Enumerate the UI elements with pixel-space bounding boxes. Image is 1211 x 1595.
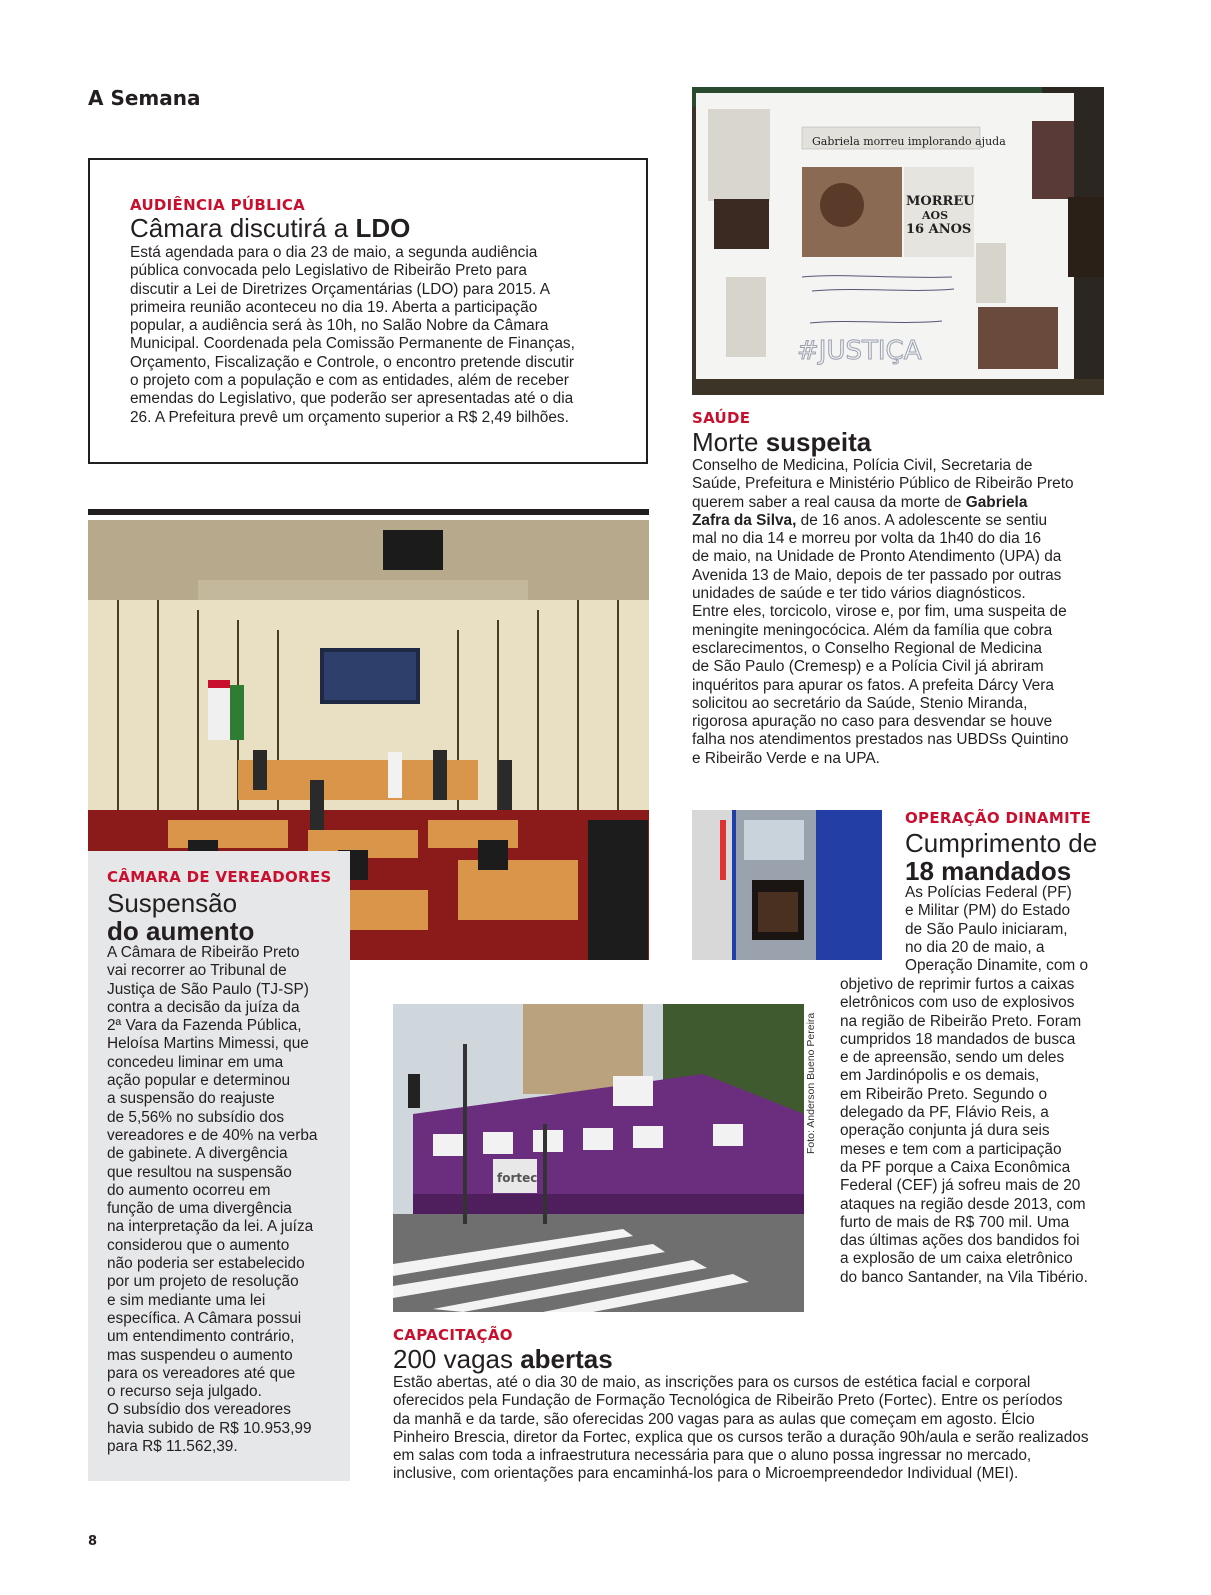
capacitacao-headline-bold: abertas xyxy=(520,1344,613,1374)
camara-line: por um projeto de resolução xyxy=(107,1273,299,1291)
saude-line xyxy=(692,512,1112,530)
camara-line: que resultou na suspensão xyxy=(107,1163,292,1181)
camara-headline xyxy=(107,889,254,945)
operacao-line: operação conjunta já dura seis xyxy=(840,1122,1050,1140)
saude-line: falha nos atendimentos prestados nas UBDSs Quintino xyxy=(692,731,1069,749)
camara-line: de 5,56% no subsídio dos xyxy=(107,1108,285,1126)
ldo-line: o projeto com a população e com as entidades, além de receber xyxy=(130,372,569,390)
saude-line-text: querem saber a real causa da morte de xyxy=(692,493,962,511)
camara-line: Justiça de São Paulo (TJ-SP) xyxy=(107,980,309,998)
capacitacao-headline-light: 200 vagas xyxy=(393,1344,513,1374)
ldo-headline xyxy=(130,215,410,242)
camara-line: considerou que o aumento xyxy=(107,1236,290,1254)
capacitacao-body xyxy=(393,1374,1193,1484)
camara-line: do aumento ocorreu em xyxy=(107,1181,271,1199)
ldo-line: Municipal. Coordenada pela Comissão Permanente de Finanças, xyxy=(130,335,575,353)
ldo-line: Está agendada para o dia 23 de maio, a segunda audiência xyxy=(130,244,538,261)
camara-line: havia subido de R$ 10.953,99 xyxy=(107,1419,312,1437)
ldo-body xyxy=(130,244,630,427)
capacitacao-line: da manhã e da tarde, são oferecidas 200 vagas para as aulas que começam em agosto. Élcio xyxy=(393,1410,1035,1428)
camara-line: A Câmara de Ribeirão Preto xyxy=(107,944,300,961)
operacao-body-wide xyxy=(840,976,1112,1287)
saude-line: mal no dia 14 e morreu por volta da 1h40 do dia 16 xyxy=(692,530,1042,548)
camara-line: contra a decisão da juíza da xyxy=(107,998,300,1016)
ldo-headline-light: Câmara discutirá a xyxy=(130,213,349,243)
saude-line: de São Paulo (Cremesp) e a Polícia Civil já abriram xyxy=(692,658,1044,676)
camara-line: específica. A Câmara possui xyxy=(107,1309,302,1327)
operacao-line: e de apreensão, sendo um deles xyxy=(840,1049,1065,1067)
capacitacao-line: em salas com toda a infraestrutura necessária para que o aluno possa ingressar no mercado, xyxy=(393,1447,1032,1465)
ldo-line: popular, a audiência será às 10h, no Salão Nobre da Câmara xyxy=(130,317,549,335)
ldo-line: 26. A Prefeitura prevê um orçamento superior a R$ 2,49 bilhões. xyxy=(130,408,569,426)
hashtag-text: #JUSTIÇA xyxy=(797,336,922,366)
ldo-headline-bold: LDO xyxy=(355,213,411,243)
operacao-line: em Ribeirão Preto. Segundo o xyxy=(840,1085,1048,1103)
saude-line: e Ribeirão Verde e na UPA. xyxy=(692,749,880,767)
saude-headline-bold: suspeita xyxy=(765,427,872,457)
camara-line: vai recorrer ao Tribunal de xyxy=(107,962,287,980)
capacitacao-line: oferecidos pela Fundação de Formação Tecnológica de Ribeirão Preto (Fortec). Entre os períodos xyxy=(393,1392,1063,1410)
camara-headline-bold: do aumento xyxy=(107,916,255,946)
camara-line: concedeu liminar em uma xyxy=(107,1053,284,1071)
operacao-line: furto de mais de R$ 700 mil. Uma xyxy=(840,1213,1070,1231)
saude-bold-name-1: Gabriela xyxy=(965,493,1028,511)
camara-kicker: CÂMARA DE VEREADORES xyxy=(107,868,332,886)
operacao-line: Operação Dinamite, com o xyxy=(905,957,1089,975)
operacao-line: As Polícias Federal (PF) xyxy=(905,884,1072,901)
operacao-line: cumpridos 18 mandados de busca xyxy=(840,1030,1076,1048)
operacao-headline-bold: 18 mandados xyxy=(905,856,1072,886)
camara-line: para os vereadores até que xyxy=(107,1364,296,1382)
capacitacao-line: Estão abertas, até o dia 30 de maio, as inscrições para os cursos de estética facial e corporal xyxy=(393,1374,1031,1391)
saude-line xyxy=(692,494,1112,512)
saude-line: Saúde, Prefeitura e Ministério Público de Ribeirão Preto xyxy=(692,475,1074,493)
ldo-line: pública convocada pelo Legislativo de Ribeirão Preto para xyxy=(130,262,527,280)
saude-line: esclarecimentos, o Conselho Regional de Medicina xyxy=(692,639,1042,657)
saude-line: Conselho de Medicina, Polícia Civil, Secretaria de xyxy=(692,457,1033,474)
operacao-line: na região de Ribeirão Preto. Foram xyxy=(840,1012,1082,1030)
clip-headline-text: Gabriela morreu implorando ajuda xyxy=(812,135,1006,148)
saude-line: Entre eles, torcicolo, virose e, por fim, uma suspeita de xyxy=(692,603,1067,621)
clip-big-text-3: 16 ANOS xyxy=(906,222,972,237)
saude-line: de maio, na Unidade de Pronto Atendimento (UPA) da xyxy=(692,548,1062,566)
camara-line: não poderia ser estabelecido xyxy=(107,1255,305,1273)
ldo-line: primeira reunião aconteceu no dia 19. Aberta a participação xyxy=(130,298,538,316)
saude-headline-light: Morte xyxy=(692,427,759,457)
saude-line-text: de 16 anos. A adolescente se sentiu xyxy=(796,511,1048,529)
saude-kicker: SAÚDE xyxy=(692,409,751,427)
operacao-body-narrow xyxy=(905,884,1115,975)
camara-line: na interpretação da lei. A juíza xyxy=(107,1218,314,1236)
operacao-line: da PF porque a Caixa Econômica xyxy=(840,1158,1071,1176)
operacao-line: meses e tem com a participação xyxy=(840,1140,1062,1158)
section-title: A Semana xyxy=(88,86,201,110)
fortec-sign-text: fortec xyxy=(497,1171,538,1185)
saude-line: meningite meningocócica. Além da família que cobra xyxy=(692,621,1053,639)
ldo-line: emendas do Legislativo, que poderão ser apresentadas até o dia xyxy=(130,390,574,408)
capacitacao-line: inclusive, com orientações para encaminhá-los para o Microempreendedor Individual (MEI). xyxy=(393,1465,1019,1483)
operacao-line: e Militar (PM) do Estado xyxy=(905,902,1071,920)
camara-headline-light: Suspensão xyxy=(107,888,238,918)
saude-line: unidades de saúde e ter tido vários diagnósticos. xyxy=(692,585,1026,603)
protest-poster-photo xyxy=(692,87,1104,395)
photo-credit: Foto: Anderson Bueno Pereira xyxy=(805,1012,817,1154)
atm-photo xyxy=(692,810,882,960)
capacitacao-line: Pinheiro Brescia, diretor da Fortec, explica que os cursos terão a duração 90h/aula e serão realizados xyxy=(393,1428,1089,1446)
capacitacao-headline xyxy=(393,1346,613,1373)
page-number: 8 xyxy=(88,1534,98,1549)
ldo-line: discutir a Lei de Diretrizes Orçamentárias (LDO) para 2015. A xyxy=(130,280,550,298)
operacao-line: das últimas ações dos bandidos foi xyxy=(840,1232,1080,1250)
saude-headline xyxy=(692,429,871,456)
camara-line: mas suspendeu o aumento xyxy=(107,1346,293,1364)
operacao-line: objetivo de reprimir furtos a caixas xyxy=(840,976,1075,993)
saude-line: solicitou ao secretário da Saúde, Stenio Miranda, xyxy=(692,694,1028,712)
camara-line: a suspensão do reajuste xyxy=(107,1090,275,1108)
camara-line: Heloísa Martins Mimessi, que xyxy=(107,1035,309,1053)
ldo-line: Orçamento, Fiscalização e Controle, o encontro pretende discutir xyxy=(130,353,574,371)
saude-body xyxy=(692,457,1112,768)
camara-line: e sim mediante uma lei xyxy=(107,1291,266,1309)
operacao-line: eletrônicos com uso de explosivos xyxy=(840,994,1075,1012)
clip-big-text-2: AOS xyxy=(922,209,949,222)
operacao-headline xyxy=(905,829,1097,885)
operacao-line: do banco Santander, na Vila Tibério. xyxy=(840,1268,1088,1286)
saude-bold-name-2: Zafra da Silva, xyxy=(692,511,797,529)
camara-line: de gabinete. A divergência xyxy=(107,1145,288,1163)
fortec-building-photo xyxy=(393,1004,804,1312)
operacao-line: a explosão de um caixa eletrônico xyxy=(840,1250,1073,1268)
saude-line: Avenida 13 de Maio, depois de ter passado por outras xyxy=(692,566,1062,584)
operacao-line: em Jardinópolis e os demais, xyxy=(840,1067,1040,1085)
camara-line: função de uma divergência xyxy=(107,1200,292,1218)
saude-line: rigorosa apuração no caso para desvendar se houve xyxy=(692,713,1053,731)
operacao-headline-light: Cumprimento de xyxy=(905,828,1098,858)
operacao-line: delegado da PF, Flávio Reis, a xyxy=(840,1104,1049,1122)
camara-line: um entendimento contrário, xyxy=(107,1328,295,1346)
camara-body xyxy=(107,944,345,1456)
operacao-line: ataques na região desde 2013, com xyxy=(840,1195,1086,1213)
camara-line: vereadores e de 40% na verba xyxy=(107,1126,318,1144)
camara-line: o recurso seja julgado. xyxy=(107,1383,262,1401)
camara-line: ação popular e determinou xyxy=(107,1072,291,1090)
operacao-line: de São Paulo iniciaram, xyxy=(905,920,1068,938)
operacao-line: Federal (CEF) já sofreu mais de 20 xyxy=(840,1177,1081,1195)
ldo-kicker: AUDIÊNCIA PÚBLICA xyxy=(130,196,306,214)
section-divider-rule xyxy=(88,509,649,515)
clip-big-text-1: MORREU xyxy=(906,194,975,209)
operacao-kicker: OPERAÇÃO DINAMITE xyxy=(905,809,1092,827)
capacitacao-kicker: CAPACITAÇÃO xyxy=(393,1326,513,1344)
camara-line: O subsídio dos vereadores xyxy=(107,1401,291,1419)
saude-line: inquéritos para apurar os fatos. A prefeita Dárcy Vera xyxy=(692,676,1054,694)
camara-line: para R$ 11.562,39. xyxy=(107,1438,238,1456)
operacao-line: no dia 20 de maio, a xyxy=(905,938,1045,956)
camara-line: 2ª Vara da Fazenda Pública, xyxy=(107,1017,302,1035)
